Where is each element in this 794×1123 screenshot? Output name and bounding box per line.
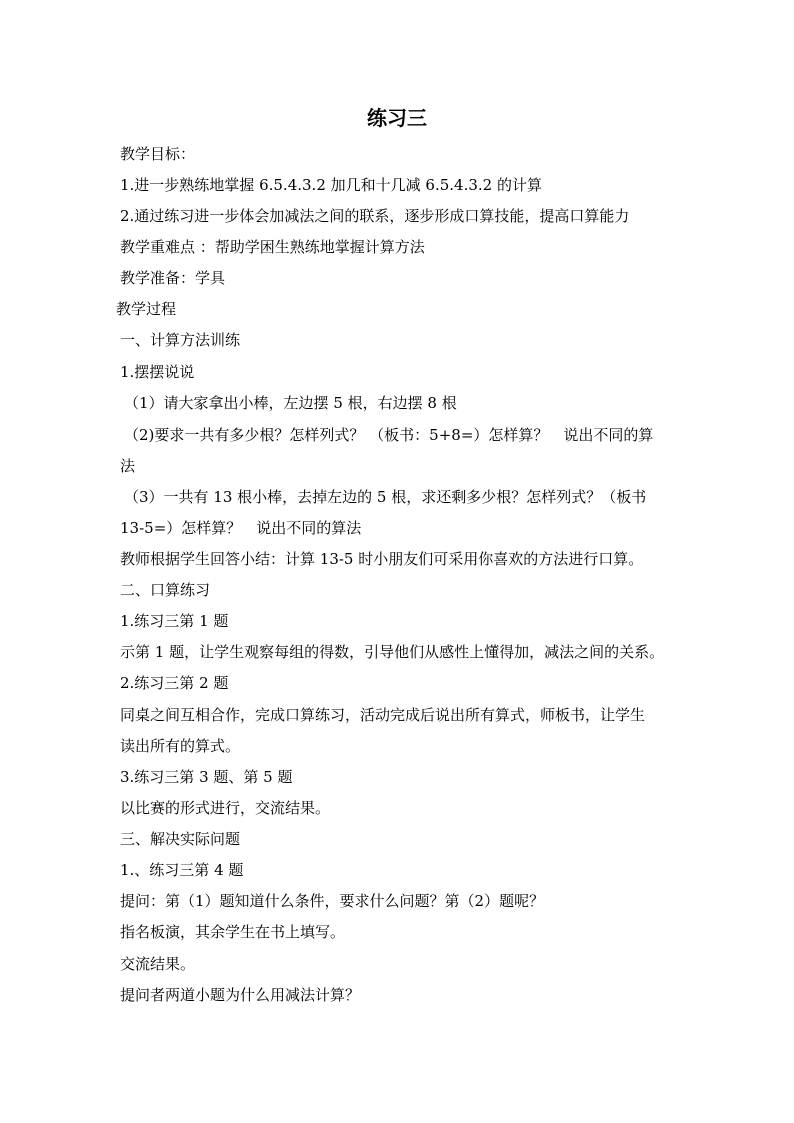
exercise-4-heading: 1.、练习三第 4 题 [120,861,244,879]
exercise-3-text: 以比赛的形式进行，交流结果。 [120,799,331,817]
step-2-text-cont: 法 [120,457,136,475]
step-2-text: （2)要求一共有多少根？怎样列式？ （板书：5+8=）怎样算？ 说出不同的算 [124,426,654,444]
exercise-2-text: 同桌之间互相合作，完成口算练习，活动完成后说出所有算式，师板书，让学生 [120,706,646,724]
exercise-4-question: 提问：第（1）题知道什么条件，要求什么问题？第（2）题呢？ [120,892,545,910]
exercise-4-exchange: 交流结果。 [120,955,196,973]
exercise-1-text: 示第 1 题，让学生观察每组的得数，引导他们从感性上懂得加，减法之间的关系。 [120,643,665,661]
objective-item-1: 1.进一步熟练地掌握 6.5.4.3.2 加几和十几减 6.5.4.3.2 的计算 [120,176,542,194]
exercise-2-text-cont: 读出所有的算式。 [120,737,241,755]
teaching-process-heading: 教学过程 [116,300,177,318]
section-2-heading: 二、口算练习 [120,581,211,599]
step-3-text-cont: 13-5=）怎样算？ 说出不同的算法 [120,519,362,537]
section-1-item-1: 1.摆摆说说 [120,363,195,381]
section-3-heading: 三、解决实际问题 [120,830,241,848]
objective-item-2: 2.通过练习进一步体会加减法之间的联系，逐步形成口算技能，提高口算能力 [120,207,630,225]
exercise-3-heading: 3.练习三第 3 题、第 5 题 [120,768,293,786]
step-1-text: （1）请大家拿出小棒，左边摆 5 根，右边摆 8 根 [124,394,457,412]
exercise-4-followup: 提问者两道小题为什么用减法计算？ [120,986,361,1004]
teaching-objectives-heading: 教学目标： [120,145,196,163]
step-3-text: （3）一共有 13 根小棒，去掉左边的 5 根，求还剩多少根？怎样列式？（板书 [124,488,647,506]
exercise-4-board: 指名板演，其余学生在书上填写。 [120,923,346,941]
teaching-preparation: 教学准备：学具 [120,269,226,287]
document-title: 练习三 [367,106,427,130]
teacher-summary: 教师根据学生回答小结：计算 13-5 时小朋友们可采用你喜欢的方法进行口算。 [120,550,644,568]
exercise-1-heading: 1.练习三第 1 题 [120,612,229,630]
section-1-heading: 一、计算方法训练 [120,331,241,349]
exercise-2-heading: 2.练习三第 2 题 [120,674,229,692]
key-difficulty: 教学重难点 ：帮助学困生熟练地掌握计算方法 [120,238,425,256]
